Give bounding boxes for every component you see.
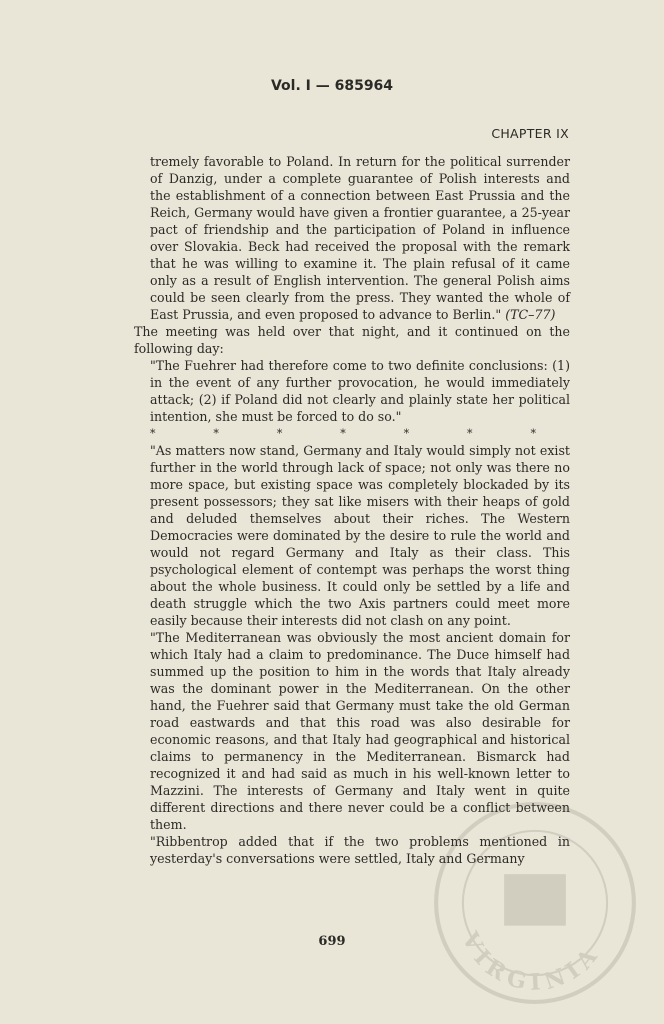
running-header: Vol. I — 685964 — [270, 78, 394, 94]
seal-text: VIRGINIA — [456, 928, 607, 997]
continued-quote-text: tremely favorable to Poland. In return for the political surrender of Danzig, under a complete guarantee of Polish interests and the establishment of a connection between East Prussia and the Reich, Germany would have given a frontier guarantee, a 25-year pact of friendship and the participation of Poland in influence over Slovakia. Beck had received the proposal with the remark that he was willing to examine it. The plain refusal of it came only as a result of English intervention. The general Polish aims could be seen clearly from the press. They wanted the whole of East Prussia, and even proposed to advance to Berlin." — [150, 154, 570, 322]
chapter-label: CHAPTER IX — [491, 126, 569, 141]
star: * — [213, 427, 219, 440]
star: * — [530, 427, 536, 440]
body-text — [134, 153, 570, 867]
star: * — [340, 427, 346, 440]
narration-paragraph: The meeting was held over that night, and it continued on the following day: — [134, 324, 570, 356]
quote-conclusions: "The Fuehrer had therefore come to two definite conclusions: (1) in the event of any further provocation, he would immediately attack; (2) if Poland did not clearly and plainly state her political intention, she must be forced to do so." — [150, 358, 570, 424]
star: * — [467, 427, 473, 440]
ellipsis-stars — [150, 425, 570, 442]
library-seal-watermark — [432, 800, 638, 1006]
page-number: 699 — [318, 934, 346, 949]
continued-quote-paragraph — [150, 153, 570, 323]
quote-mediterranean: "The Mediterranean was obviously the most ancient domain for which Italy had a claim to predominance. The Duce himself had summed up the position to him in the words that Italy already was the dominant power in the Mediterranean. On the other hand, the Fuehrer said that Germany must take the old German road eastwards and that this road was also desirable for economic reasons, and that Italy had geographical and historical claims to permanency in the Mediterranean. Bismarck had recognized it and had said as much in his well-known letter to Mazzini. The interests of Germany and Italy went in quite different directions and there never could be a conflict between them. — [150, 630, 570, 832]
quote-ribbentrop: "Ribbentrop added that if the two problems mentioned in yesterday's conversations were settled, Italy and Germany — [150, 834, 570, 866]
star: * — [403, 427, 410, 440]
star: * — [150, 427, 156, 440]
star: * — [276, 427, 283, 440]
quote-axis: "As matters now stand, Germany and Italy would simply not exist further in the world through lack of space; not only was there no more space, but existing space was completely blockaded by its present possessors; they sat like misers with their heaps of gold and deluded themselves about their riches. The Western Democracies were dominated by the desire to rule the world and would not regard Germany and Italy as their class. This psychological element of contempt was perhaps the worst thing about the whole business. It could only be settled by a life and death struggle which the two Axis partners could meet more easily because their interests did not clash on any point. — [150, 443, 570, 628]
document-reference: (TC–77) — [505, 307, 556, 322]
